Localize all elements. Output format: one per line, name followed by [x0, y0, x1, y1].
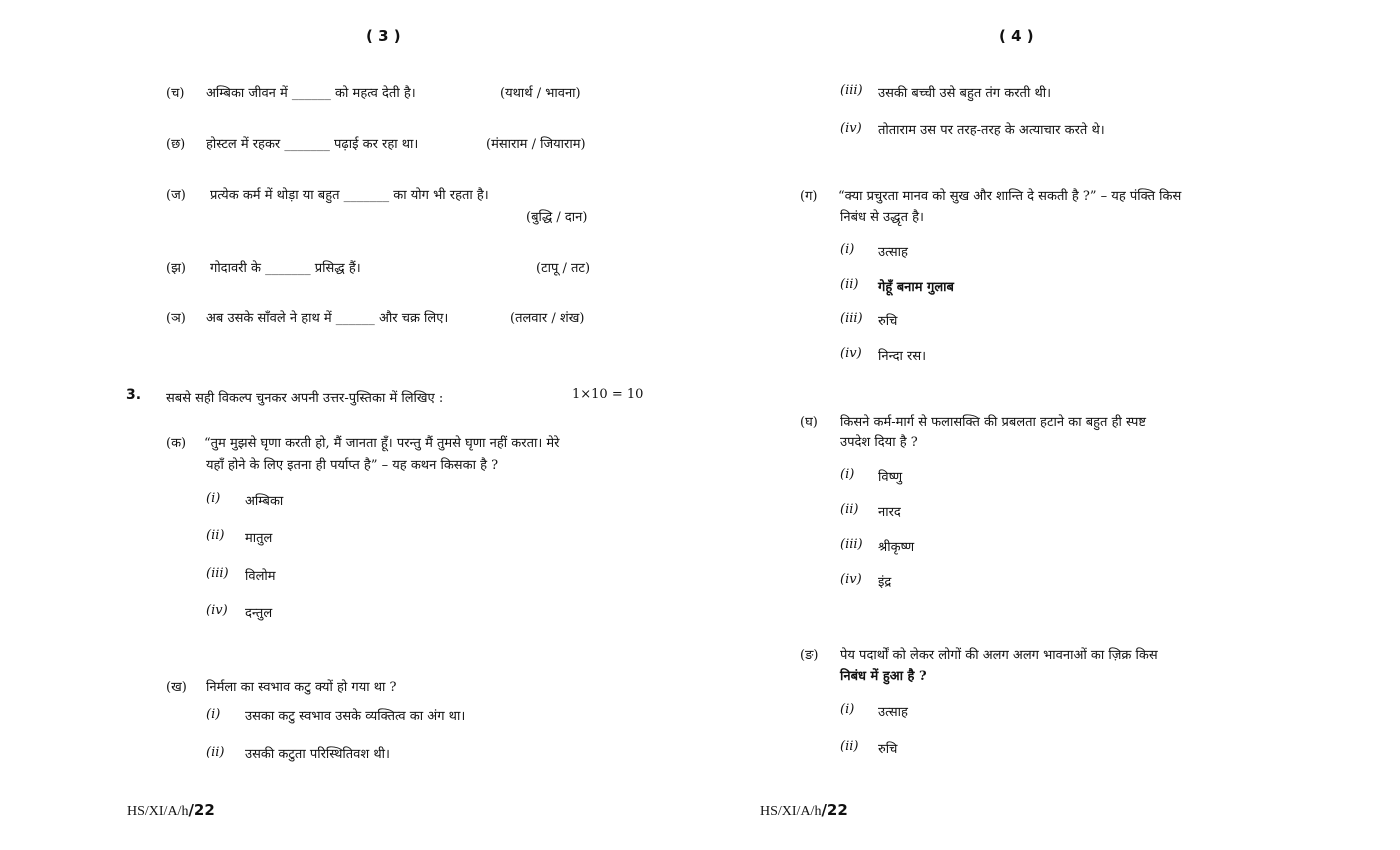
option-number: (iv) [840, 346, 862, 361]
option-number: (iv) [840, 121, 862, 136]
fill-item-text: गोदावरी के _______ प्रसिद्ध हैं। [210, 261, 361, 276]
question-number: 3. [126, 387, 142, 403]
question-instruction: सबसे सही विकल्प चुनकर अपनी उत्तर-पुस्तिका में लिखिए : [166, 391, 444, 406]
sub-question-mark: (घ) [800, 415, 818, 430]
option-text: उत्साह [878, 705, 908, 720]
sub-question-line: पेय पदार्थों को लेकर लोगों की अलग अलग भावनाओं का ज़िक्र किस [840, 648, 1158, 663]
option-number: (iv) [206, 603, 228, 618]
option-text: मातुल [245, 531, 273, 546]
page-number-left: ( 3 ) [366, 27, 401, 45]
sub-question-mark: (क) [166, 436, 187, 451]
sub-question-mark: (ख) [166, 680, 187, 695]
option-number: (iii) [206, 566, 229, 581]
fill-item-choices: (तलवार / शंख) [510, 311, 585, 326]
footer-code: HS/XI/A/h [760, 804, 822, 819]
question-marks: 1×10 = 10 [572, 387, 644, 402]
footer-page-number: /22 [188, 801, 215, 819]
fill-item-choices: (यथार्थ / भावना) [500, 86, 581, 101]
option-text: निन्दा रस। [878, 349, 927, 364]
option-number: (iii) [840, 83, 863, 98]
footer-code-right [760, 801, 848, 820]
option-number: (i) [840, 702, 855, 717]
fill-item-mark: (छ) [166, 137, 186, 152]
fill-item-mark: (ञ) [166, 311, 186, 326]
option-text: विष्णु [878, 470, 903, 485]
sub-question-line: उपदेश दिया है ? [840, 435, 918, 450]
sub-question-line: किसने कर्म-मार्ग से फलासक्ति की प्रबलता हटाने का बहुत ही स्पष्ट [840, 415, 1147, 430]
option-text: उसकी बच्ची उसे बहुत तंग करती थी। [878, 86, 1052, 101]
option-number: (ii) [206, 528, 225, 543]
fill-item-text: होस्टल में रहकर _______ पढ़ाई कर रहा था। [206, 137, 419, 152]
fill-item-choices: (बुद्धि / दान) [526, 210, 588, 225]
sub-question-line: “तुम मुझसे घृणा करती हो, मैं जानता हूँ। परन्तु मैं तुमसे घृणा नहीं करता। मेरे [204, 436, 560, 451]
option-text: इंद्र [878, 575, 892, 590]
fill-item-mark: (ज) [166, 188, 186, 203]
option-text: उसका कटु स्वभाव उसके व्यक्तित्व का अंग था। [245, 709, 466, 724]
sub-question-line: निबंध से उद्धृत है। [840, 210, 924, 225]
sub-question-line: यहाँ होने के लिए इतना ही पर्याप्त है” – यह कथन किसका है ? [206, 458, 499, 473]
option-text: रुचि [878, 742, 898, 757]
option-number: (ii) [206, 745, 225, 760]
sub-question-line: “क्या प्रचुरता मानव को सुख और शान्ति दे सकती है ?” – यह पंक्ति किस [838, 189, 1182, 204]
fill-item-mark: (झ) [166, 261, 186, 276]
option-number: (ii) [840, 739, 859, 754]
page-number-right: ( 4 ) [999, 27, 1034, 45]
option-number: (iv) [840, 572, 862, 587]
fill-item-text: अब उसके साँवले ने हाथ में ______ और चक्र लिए। [206, 311, 449, 326]
option-text: उत्साह [878, 245, 908, 260]
option-number: (i) [840, 467, 855, 482]
footer-code: HS/XI/A/h [127, 804, 189, 819]
option-text: दन्तुल [245, 606, 273, 621]
option-number: (i) [840, 242, 855, 257]
option-number: (ii) [840, 502, 859, 517]
option-text: श्रीकृष्ण [878, 540, 915, 555]
option-number: (i) [206, 491, 221, 506]
fill-item-mark: (च) [166, 86, 185, 101]
fill-item-choices: (मंसाराम / जियाराम) [486, 137, 586, 152]
option-number: (ii) [840, 277, 859, 292]
option-number: (iii) [840, 311, 863, 326]
option-text: नारद [878, 505, 901, 520]
sub-question-line: निर्मला का स्वभाव कटु क्यों हो गया था ? [206, 680, 397, 695]
option-text: विलोम [245, 569, 276, 584]
sub-question-line: निबंध में हुआ है ? [840, 669, 927, 684]
fill-item-text: प्रत्येक कर्म में थोड़ा या बहुत _______ का योग भी रहता है। [210, 188, 489, 203]
fill-item-choices: (टापू / तट) [536, 261, 591, 276]
option-text: तोताराम उस पर तरह-तरह के अत्याचार करते थे। [878, 123, 1105, 138]
option-text: अम्बिका [245, 494, 284, 509]
sub-question-mark: (ङ) [800, 648, 819, 663]
footer-code-left [127, 801, 215, 820]
option-text: गेहूँ बनाम गुलाब [878, 280, 954, 295]
sub-question-mark: (ग) [800, 189, 818, 204]
option-text: उसकी कटुता परिस्थितिवश थी। [245, 747, 390, 762]
option-number: (i) [206, 707, 221, 722]
footer-page-number: /22 [821, 801, 848, 819]
option-text: रुचि [878, 314, 898, 329]
option-number: (iii) [840, 537, 863, 552]
fill-item-text: अम्बिका जीवन में ______ को महत्व देती है। [206, 86, 416, 101]
